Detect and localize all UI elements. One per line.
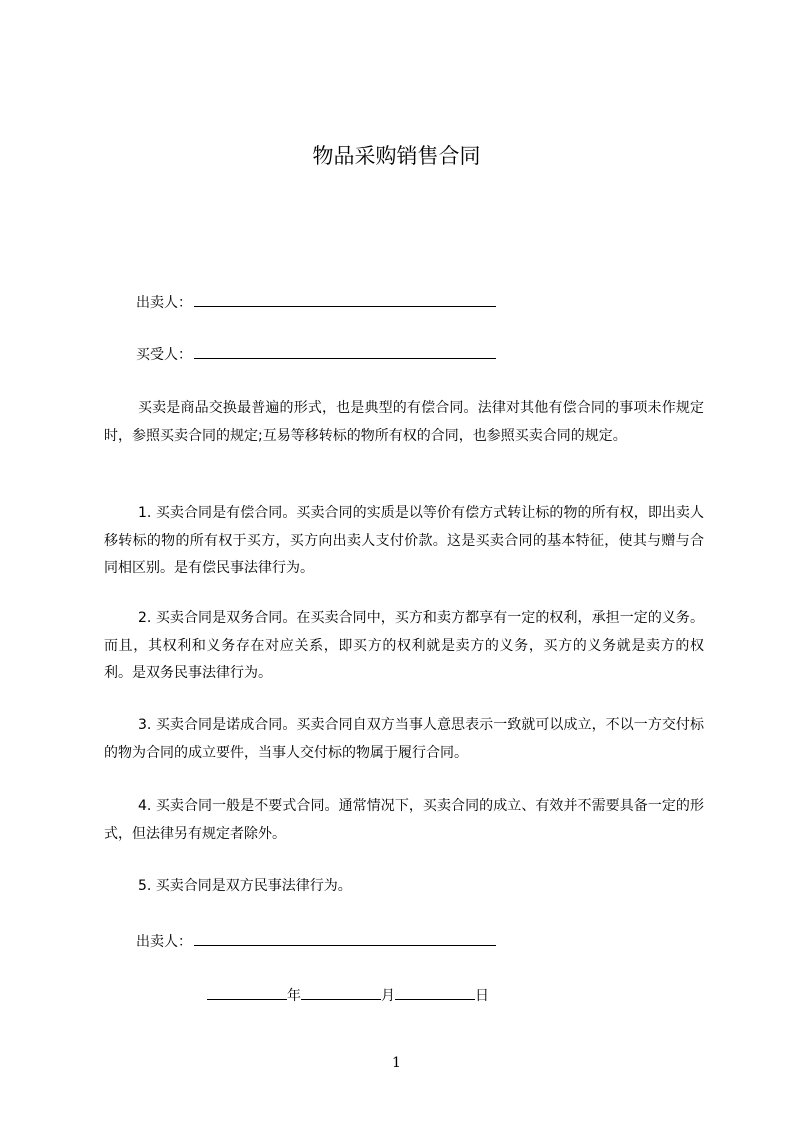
month-blank — [301, 984, 381, 1000]
day-blank — [395, 984, 475, 1000]
buyer-blank-line — [194, 343, 496, 359]
month-label: 月 — [381, 988, 395, 1004]
clause-1: 1. 买卖合同是有偿合同。买卖合同的实质是以等价有偿方式转让标的物的所有权，即出卖人移转标的物的所有权于买方，买方向出卖人支付价款。这是买卖合同的基本特征，使其与赠与合同相区别。是有偿民事法律行为。 — [104, 505, 704, 576]
clause-3: 3. 买卖合同是诺成合同。买卖合同自双方当事人意思表示一致就可以成立，不以一方交付标的物为合同的成立要件，当事人交付标的物属于履行合同。 — [104, 717, 704, 761]
document-title: 物品采购销售合同 — [312, 144, 481, 168]
day-label: 日 — [475, 988, 489, 1004]
date-line — [207, 984, 489, 1006]
intro-paragraph: 买卖是商品交换最普遍的形式，也是典型的有偿合同。法律对其他有偿合同的事项未作规定时，参照买卖合同的规定;互易等移转标的物所有权的合同，也参照买卖合同的规定。 — [104, 400, 704, 444]
seller-field — [136, 291, 496, 313]
signature-field — [136, 930, 496, 952]
year-label: 年 — [287, 988, 301, 1004]
clause-5: 5. 买卖合同是双方民事法律行为。 — [138, 878, 352, 894]
clause-4: 4. 买卖合同一般是不要式合同。通常情况下，买卖合同的成立、有效并不需要具备一定的形式，但法律另有规定者除外。 — [104, 798, 704, 842]
signature-blank-line — [194, 930, 496, 946]
buyer-field — [136, 343, 496, 365]
buyer-label: 买受人： — [136, 347, 192, 363]
seller-label: 出卖人： — [136, 295, 192, 311]
year-blank — [207, 984, 287, 1000]
signature-label: 出卖人： — [136, 934, 192, 950]
clause-2: 2. 买卖合同是双务合同。在买卖合同中，买方和卖方都享有一定的权利，承担一定的义务。而且，其权利和义务存在对应关系，即买方的权利就是卖方的义务，买方的义务就是卖方的权利。是双务民事法律行为。 — [104, 610, 704, 681]
seller-blank-line — [194, 291, 496, 307]
page-number: 1 — [392, 1055, 401, 1071]
